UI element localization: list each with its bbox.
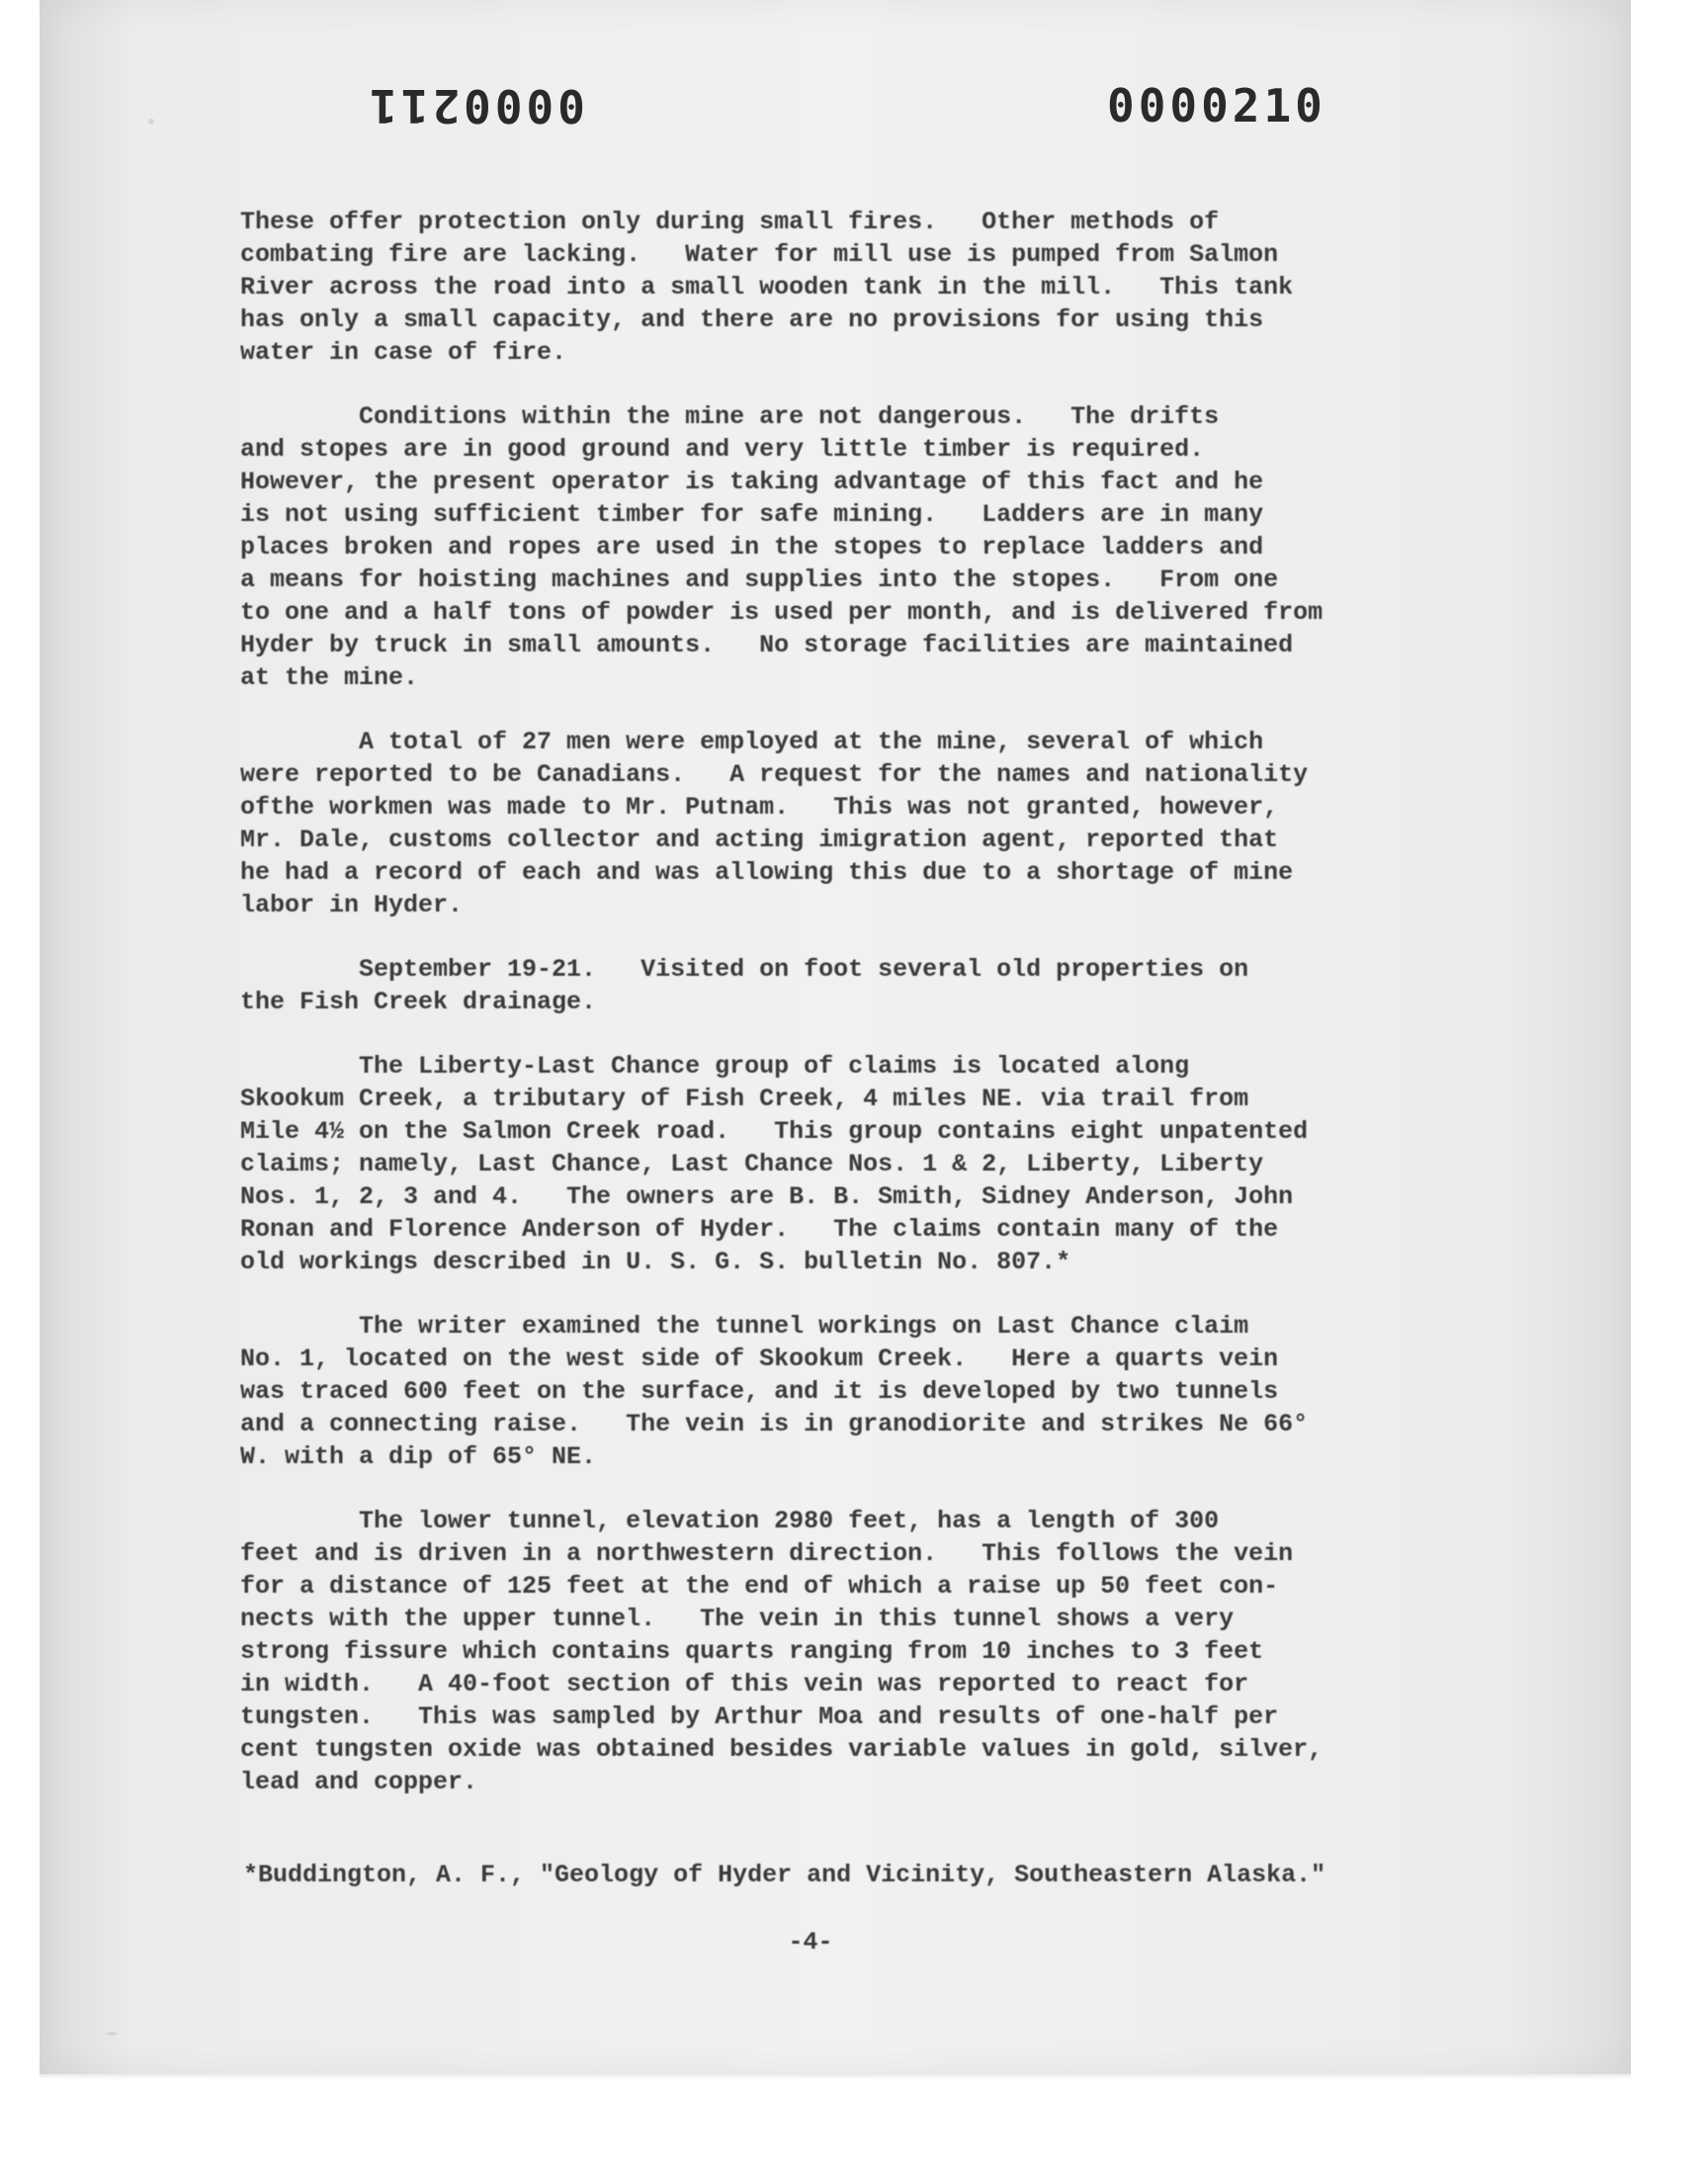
text-line: Mile 4½ on the Salmon Creek road. This group contains eight unpatented <box>240 1117 1309 1146</box>
paper-smudge <box>107 2032 117 2036</box>
text-line: The writer examined the tunnel workings on Last Chance claim <box>240 1312 1249 1341</box>
text-line: at the mine. <box>240 663 419 692</box>
page-shadow <box>40 2074 1631 2080</box>
text-line: to one and a half tons of powder is used per month, and is delivered from <box>240 598 1324 627</box>
paragraph <box>240 400 1476 694</box>
text-line: in width. A 40-foot section of this vein was reported to react for <box>240 1670 1249 1698</box>
text-line: nects with the upper tunnel. The vein in this tunnel shows a very <box>240 1605 1235 1633</box>
text-line: These offer protection only during small fires. Other methods of <box>240 208 1220 236</box>
text-line: cent tungsten oxide was obtained besides variable values in gold, silver, <box>240 1735 1324 1764</box>
paragraph <box>240 1310 1476 1473</box>
text-line: A total of 27 men were employed at the mine, several of which <box>240 728 1264 756</box>
text-line: No. 1, located on the west side of Skookum Creek. Here a quarts vein <box>240 1345 1279 1373</box>
document-stamp-left: 0000211 <box>366 79 585 132</box>
text-line: labor in Hyder. <box>240 891 464 919</box>
text-line: ofthe workmen was made to Mr. Putnam. This was not granted, however, <box>240 793 1279 822</box>
text-line: were reported to be Canadians. A request for the names and nationality <box>240 760 1309 789</box>
text-line: Ronan and Florence Anderson of Hyder. The claims contain many of the <box>240 1215 1279 1244</box>
text-line: he had a record of each and was allowing this due to a shortage of mine <box>240 858 1294 887</box>
text-line: the Fish Creek drainage. <box>240 988 597 1016</box>
text-line: a means for hoisting machines and supplies into the stopes. From one <box>240 566 1279 594</box>
paragraph <box>240 726 1476 921</box>
text-line: feet and is driven in a northwestern direction. This follows the vein <box>240 1539 1294 1568</box>
text-line: for a distance of 125 feet at the end of which a raise up 50 feet con- <box>240 1572 1279 1601</box>
text-line: tungsten. This was sampled by Arthur Moa and results of one-half per <box>240 1702 1279 1731</box>
text-line: and a connecting raise. The vein is in granodiorite and strikes Ne 66° <box>240 1410 1309 1438</box>
text-line: However, the present operator is taking advantage of this fact and he <box>240 468 1264 496</box>
paragraph <box>240 953 1476 1018</box>
text-line: W. with a dip of 65° NE. <box>240 1442 597 1471</box>
text-line: claims; namely, Last Chance, Last Chance Nos. 1 & 2, Liberty, Liberty <box>240 1150 1264 1178</box>
text-line: The lower tunnel, elevation 2980 feet, has a length of 300 <box>240 1507 1220 1535</box>
text-line: has only a small capacity, and there are no provisions for using this <box>240 305 1264 334</box>
page-number: -4- <box>788 1928 833 1957</box>
text-line: lead and copper. <box>240 1768 478 1796</box>
text-line: strong fissure which contains quarts ranging from 10 inches to 3 feet <box>240 1637 1264 1666</box>
paragraph <box>240 1050 1476 1278</box>
paragraph <box>240 206 1476 369</box>
paper-smudge <box>148 119 154 125</box>
text-line: September 19-21. Visited on foot several old properties on <box>240 955 1249 984</box>
paragraph <box>240 1505 1476 1798</box>
text-line: water in case of fire. <box>240 338 567 367</box>
text-line: is not using sufficient timber for safe mining. Ladders are in many <box>240 500 1264 529</box>
document-stamp-right: 0000210 <box>1107 79 1326 132</box>
footnote: *Buddington, A. F., "Geology of Hyder and Vicinity, Southeastern Alaska." <box>243 1861 1326 1889</box>
text-line: old workings described in U. S. G. S. bulletin No. 807.* <box>240 1248 1071 1276</box>
text-line: Mr. Dale, customs collector and acting imigration agent, reported that <box>240 826 1279 854</box>
text-line: Skookum Creek, a tributary of Fish Creek, 4 miles NE. via trail from <box>240 1085 1249 1113</box>
text-line: Nos. 1, 2, 3 and 4. The owners are B. B. Smith, Sidney Anderson, John <box>240 1182 1294 1211</box>
text-line: The Liberty-Last Chance group of claims is located along <box>240 1052 1190 1081</box>
text-line: was traced 600 feet on the surface, and it is developed by two tunnels <box>240 1377 1279 1406</box>
text-line: and stopes are in good ground and very little timber is required. <box>240 435 1205 464</box>
text-line: Hyder by truck in small amounts. No storage facilities are maintained <box>240 631 1294 659</box>
text-line: places broken and ropes are used in the stopes to replace ladders and <box>240 533 1264 562</box>
text-line: combating fire are lacking. Water for mill use is pumped from Salmon <box>240 240 1279 269</box>
text-line: River across the road into a small wooden tank in the mill. This tank <box>240 273 1294 302</box>
document-body <box>240 206 1476 1830</box>
text-line: Conditions within the mine are not dangerous. The drifts <box>240 402 1220 431</box>
